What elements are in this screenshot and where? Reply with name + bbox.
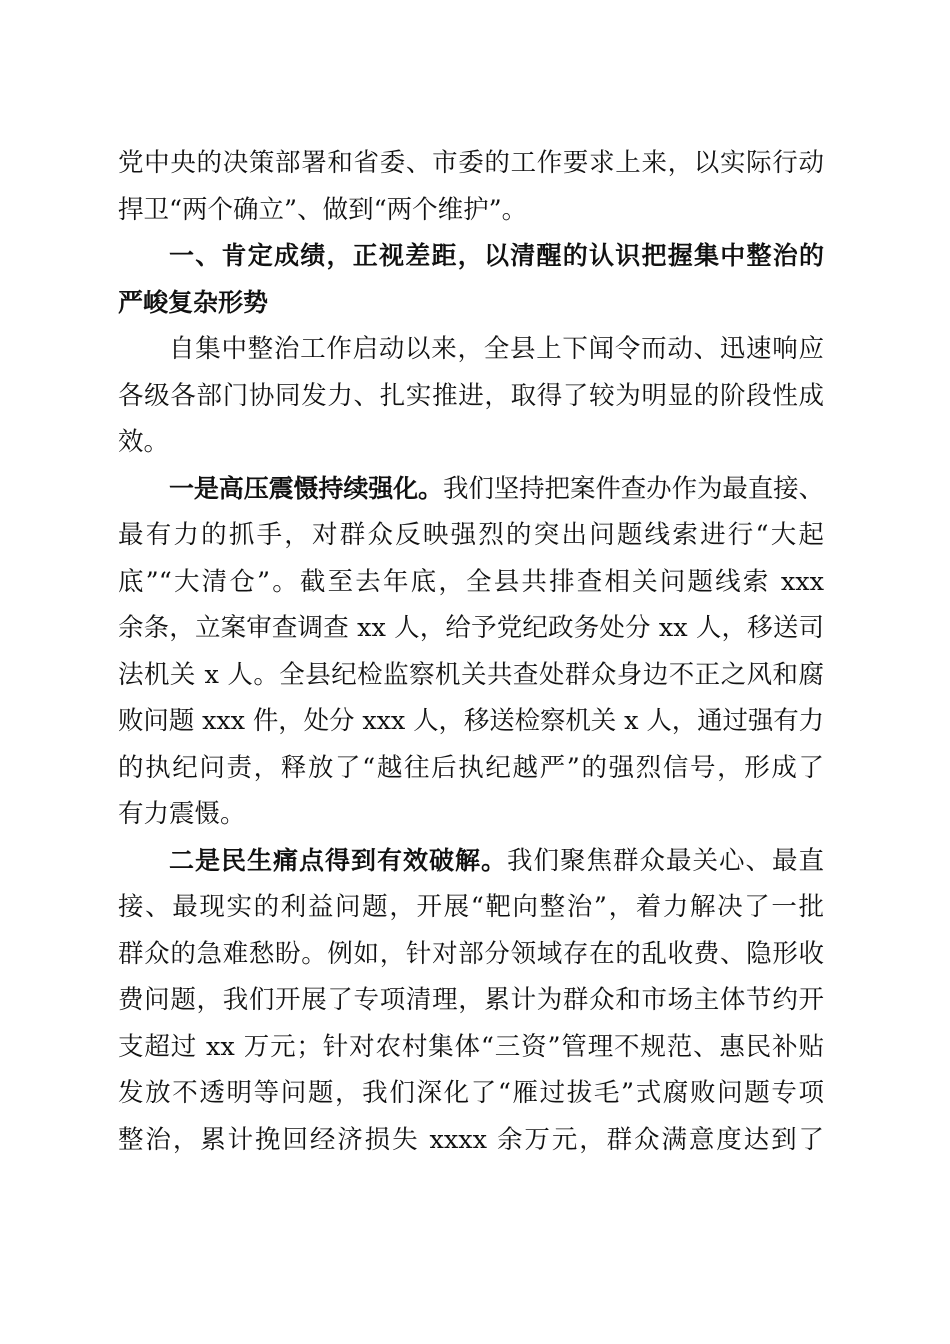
body-line <box>118 791 824 838</box>
body-line <box>118 559 824 606</box>
body-line <box>118 419 824 466</box>
paragraph-lead: 一是高压震慑持续强化。 <box>169 473 443 503</box>
line-text: 最有力的抓手，对群众反映强烈的突出问题线索进行“大起 <box>118 520 824 550</box>
body-line <box>118 698 824 745</box>
body-line <box>118 652 824 699</box>
section-heading <box>118 280 824 327</box>
body-line <box>118 326 824 373</box>
body-line <box>118 187 824 234</box>
line-text: 支超过 xx 万元；针对农村集体“三资”管理不规范、惠民补贴 <box>118 1031 824 1062</box>
line-text: 有力震慑。 <box>118 799 246 829</box>
body-line <box>118 931 824 978</box>
body-line <box>118 1024 824 1071</box>
line-text: 自集中整治工作启动以来，全县上下闻令而动、迅速响应 <box>169 334 824 364</box>
line-text: 党中央的决策部署和省委、市委的工作要求上来，以实际行动 <box>118 148 824 178</box>
line-text: 余条，立案审查调查 xx 人，给予党纪政务处分 xx 人，移送司 <box>118 613 824 643</box>
paragraph-lead: 二是民生痛点得到有效破解。 <box>169 845 507 875</box>
line-text: 我们坚持把案件查办作为最直接、 <box>442 473 824 504</box>
line-text: 败问题 xxx 件，处分 xxx 人，移送检察机关 x 人，通过强有力 <box>118 706 824 736</box>
heading-text: 一、肯定成绩，正视差距，以清醒的认识把握集中整治的 <box>169 241 824 270</box>
line-text: 接、最现实的利益问题，开展“靶向整治”，着力解决了一批 <box>118 892 824 922</box>
line-text: 的执纪问责，释放了“越往后执纪越严”的强烈信号，形成了 <box>118 752 824 783</box>
body-line <box>118 1117 824 1164</box>
line-text: 法机关 x 人。全县纪检监察机关共查处群众身边不正之风和腐 <box>118 659 824 690</box>
body-line <box>118 884 824 931</box>
line-text: 底”“大清仓”。截至去年底，全县共排查相关问题线索 xxx <box>118 566 824 597</box>
line-text: 各级各部门协同发力、扎实推进，取得了较为明显的阶段性成 <box>118 380 824 411</box>
section-heading <box>118 233 824 280</box>
body-line <box>118 838 824 885</box>
line-text: 我们聚焦群众最关心、最直 <box>506 845 824 876</box>
body-line <box>118 605 824 652</box>
body-line <box>118 140 824 187</box>
body-line <box>118 373 824 420</box>
line-text: 群众的急难愁盼。例如，针对部分领域存在的乱收费、隐形收 <box>118 938 824 969</box>
body-line <box>118 745 824 792</box>
body-line <box>118 1070 824 1117</box>
heading-text: 严峻复杂形势 <box>118 287 269 317</box>
body-line <box>118 512 824 559</box>
line-text: 整治，累计挽回经济损失 xxxx 余万元，群众满意度达到了 <box>118 1124 824 1155</box>
line-text: 发放不透明等问题，我们深化了“雁过拔毛”式腐败问题专项 <box>118 1078 824 1108</box>
body-line <box>118 977 824 1024</box>
document-page <box>118 140 824 1163</box>
body-line <box>118 466 824 513</box>
line-text: 费问题，我们开展了专项清理，累计为群众和市场主体节约开 <box>118 985 824 1015</box>
line-text: 捍卫“两个确立”、做到“两个维护”。 <box>118 194 528 225</box>
line-text: 效。 <box>118 427 170 457</box>
